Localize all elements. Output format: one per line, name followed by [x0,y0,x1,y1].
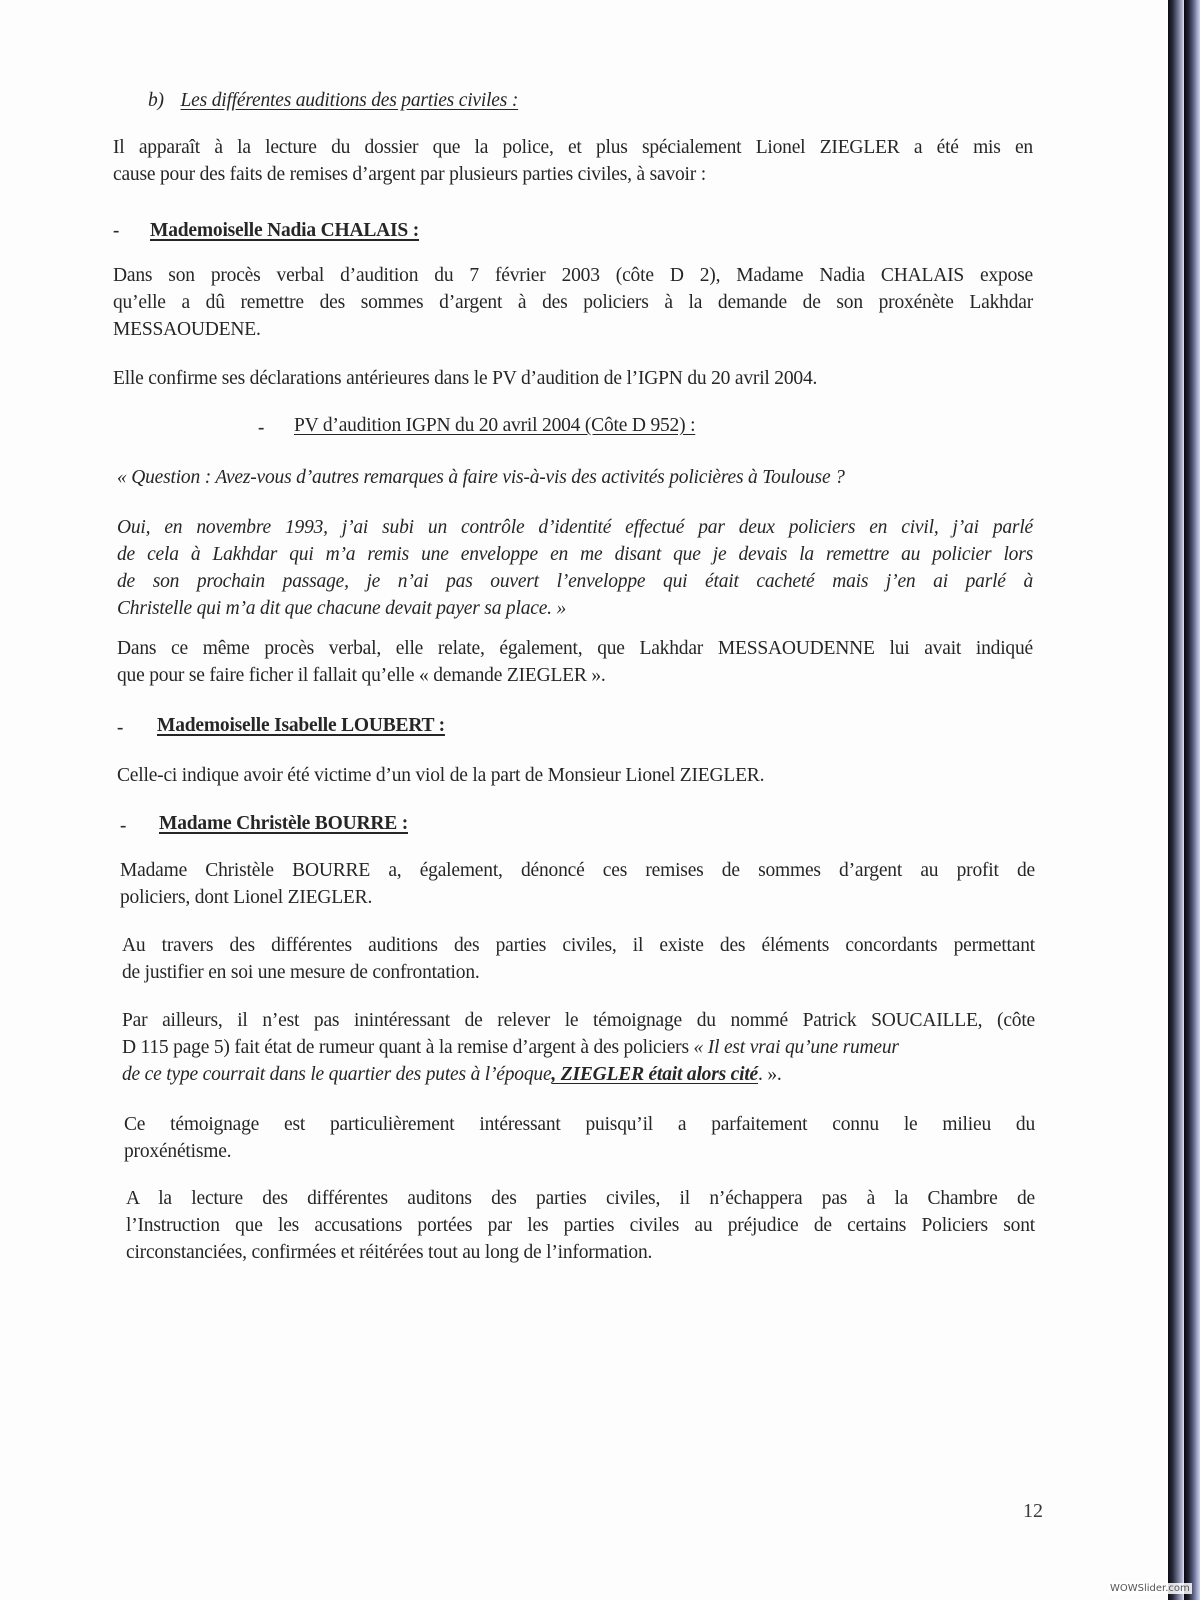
party-heading-chalais: Mademoiselle Nadia CHALAIS : [150,220,420,241]
party-heading-loubert: Mademoiselle Isabelle LOUBERT : [157,715,445,736]
chalais-after-line1: Dans ce même procès verbal, elle relate, également, que Lakhdar MESSAOUDENNE lui avait indiqué [117,638,1033,659]
final-line1: A la lecture des différentes auditons des parties civiles, il n’échappera pas à la Chambre de [126,1188,1035,1209]
chalais-after-line2: que pour se faire ficher il fallait qu’elle « demande ZIEGLER ». [117,665,606,686]
watermark: WOWSlider.com [1110,1583,1190,1594]
final-line3: circonstanciées, confirmées et réitérées tout au long de l’information. [126,1242,653,1263]
binder-edge-left [1168,0,1184,1600]
section-label: b) [148,90,164,111]
soucaille-line2-text: D 115 page 5) fait état de rumeur quant à la remise d’argent à des policiers [122,1037,694,1058]
final-line2: l’Instruction que les accusations portées par les parties civiles au préjudice de certains Policiers sont [126,1215,1035,1236]
soucaille-quote-end: . ». [758,1064,782,1085]
temoignage-line1: Ce témoignage est particulièrement intéressant puisqu’il a parfaitement connu le milieu du [124,1114,1035,1135]
bourre-para-line2: policiers, dont Lionel ZIEGLER. [120,887,373,908]
conclusion1-line2: de justifier en soi une mesure de confrontation. [122,962,480,983]
chalais-para2: Elle confirme ses déclarations antérieures dans le PV d’audition de l’IGPN du 20 avril 2004. [113,368,818,389]
chalais-para1-line1: Dans son procès verbal d’audition du 7 février 2003 (côte D 2), Madame Nadia CHALAIS expose [113,265,1033,286]
binder-edge-right [1184,0,1200,1600]
bullet-dash: - [120,815,127,836]
sub-bullet-dash: - [258,417,265,438]
quote-answer-line1: Oui, en novembre 1993, j’ai subi un contrôle d’identité effectué par deux policiers en civil, j’ai parlé [117,517,1033,538]
intro-line-1: Il apparaît à la lecture du dossier que la police, et plus spécialement Lionel ZIEGLER a été mis en [113,137,1033,158]
conclusion1-line1: Au travers des différentes auditions des parties civiles, il existe des éléments concordants permettant [122,935,1035,956]
soucaille-quote-start: « Il est vrai qu’une rumeur [693,1037,899,1058]
page-number: 12 [1023,1500,1043,1522]
quote-answer-line2: de cela à Lakhdar qui m’a remis une enveloppe en me disant que je devais la remettre au policier lors [117,544,1033,565]
intro-line-2: cause pour des faits de remises d’argent par plusieurs parties civiles, à savoir : [113,164,706,185]
chalais-para1-line2: qu’elle a dû remettre des sommes d’argent à des policiers à la demande de son proxénète Lakhdar [113,292,1033,313]
bullet-dash: - [117,717,124,738]
bullet-dash: - [113,220,120,241]
pv-audition-heading: PV d’audition IGPN du 20 avril 2004 (Côte D 952) : [294,415,696,436]
chalais-para1-line3: MESSAOUDENE. [113,319,261,340]
soucaille-line1: Par ailleurs, il n’est pas inintéressant de relever le témoignage du nommé Patrick SOUCAILLE, (côte [122,1010,1035,1031]
quote-answer-line4: Christelle qui m’a dit que chacune devait payer sa place. » [117,598,567,619]
soucaille-quote-ziegler: , ZIEGLER était alors cité [551,1064,759,1085]
party-heading-bourre: Madame Christèle BOURRE : [159,813,409,834]
section-title: Les différentes auditions des parties civiles : [180,90,519,111]
section-heading [148,88,518,114]
loubert-para: Celle-ci indique avoir été victime d’un viol de la part de Monsieur Lionel ZIEGLER. [117,765,765,786]
soucaille-line3 [122,1062,782,1088]
quote-answer-line3: de son prochain passage, je n’ai pas ouvert l’enveloppe qui était cacheté mais j’en ai parlé à [117,571,1033,592]
soucaille-line2 [122,1035,1035,1061]
bourre-para-line1: Madame Christèle BOURRE a, également, dénoncé ces remises de sommes d’argent au profit de [120,860,1035,881]
soucaille-quote-mid: de ce type courrait dans le quartier des putes à l’époque [122,1064,552,1085]
quote-question: « Question : Avez-vous d’autres remarques à faire vis-à-vis des activités policières à Toulouse ? [117,467,845,488]
scan-artifact [30,10,110,30]
temoignage-line2: proxénétisme. [124,1141,232,1162]
